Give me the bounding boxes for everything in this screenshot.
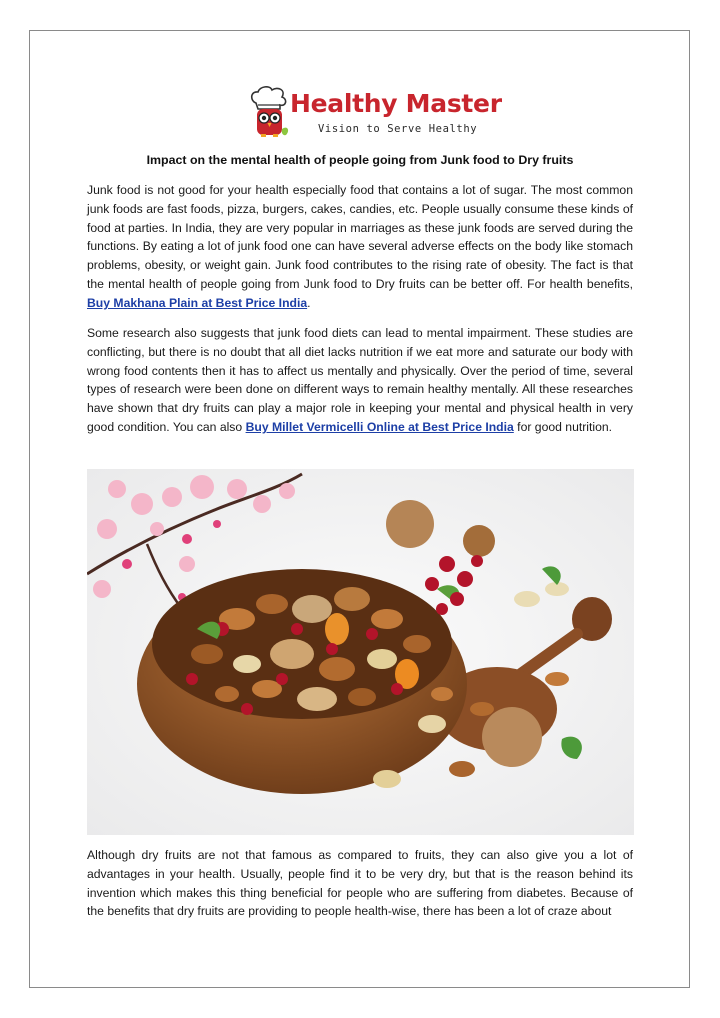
paragraph-2-tail: for good nutrition. bbox=[513, 419, 613, 434]
paragraph-2-text: Some research also suggests that junk food diets can lead to mental impairment. These studies are conflicting, but there is no doubt that all diet lacks nutrition if we eat more and saturate our body with wrong food contents then it has to affect us mentally and physically. Over the period of time, several types of research were been done on different ways to remain healthy mentally. All these researches have shown that dry fruits can play a major role in keeping your mental and physical health in very good condition. You can also bbox=[87, 326, 633, 434]
paragraph-1-text: Junk food is not good for your health especially food that contains a lot of sugar. The most common junk foods are fast foods, pizza, burgers, cakes, candies, etc. People usually consume these kinds of food at parties. In India, they are very popular in marriages as these junk foods are served during the functions. By eating a lot of junk food one can have several adverse effects on the body like stomach problems, obesity, or weight gain. Junk food contributes to the rising rate of obesity. The fact is that the mental health of people going from Junk food to Dry fruits can be better off. For health benefits, bbox=[87, 183, 633, 291]
chef-owl-mascot-icon bbox=[248, 85, 290, 141]
paragraph-1 bbox=[87, 181, 633, 313]
brand-tagline: Vision to Serve Healthy bbox=[318, 123, 478, 135]
paragraph-3: Although dry fruits are not that famous as compared to fruits, they can also give you a lot of advantages in your health. Usually, people find it to be very dry, but that is the reason behind its invention which makes this thing beneficial for people who are suffering from diabetes. Because of the benefits that dry fruits are providing to people health-wise, there has been a lot of craze about bbox=[87, 848, 633, 919]
brand-logo[interactable] bbox=[248, 85, 502, 143]
dry-fruits-photo bbox=[87, 469, 634, 835]
millet-vermicelli-link[interactable]: Buy Millet Vermicelli Online at Best Price India bbox=[245, 419, 514, 434]
makhana-link[interactable]: Buy Makhana Plain at Best Price India bbox=[87, 295, 308, 310]
brand-name: Healthy Master bbox=[290, 89, 502, 118]
paragraph-2 bbox=[87, 324, 633, 437]
article-title: Impact on the mental health of people going from Junk food to Dry fruits bbox=[146, 153, 574, 167]
paragraph-1-tail: . bbox=[307, 295, 311, 310]
